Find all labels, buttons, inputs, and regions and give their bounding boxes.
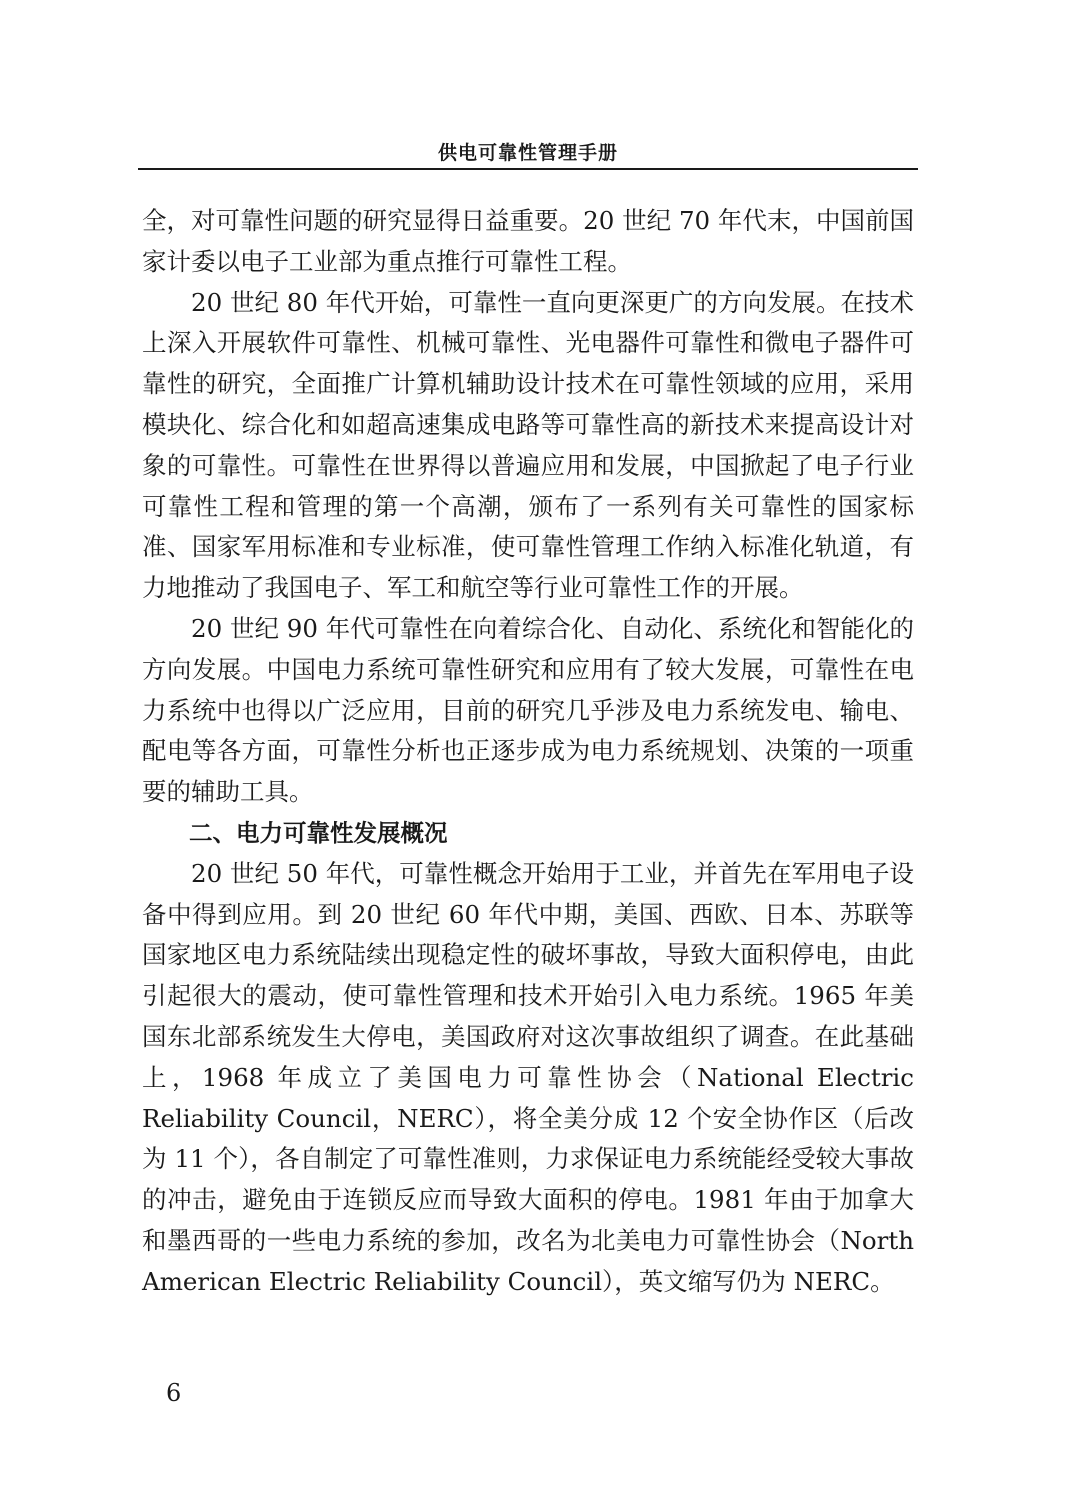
body-text (142, 201, 914, 1303)
paragraph-1990s: 20 世纪 90 年代可靠性在向着综合化、自动化、系统化和智能化的方向发展。中国电力系统可靠性研究和应用有了较大发展，可靠性在电力系统中也得以广泛应用，目前的研究几乎涉及电力系统发电、输电、配电等各方面，可靠性分析也正逐步成为电力系统规划、决策的一项重要的辅助工具。 (142, 613, 914, 807)
running-header-title: 供电可靠性管理手册 (437, 142, 618, 164)
paragraph-continued: 全，对可靠性问题的研究显得日益重要。20 世纪 70 年代末，中国前国家计委以电子工业部为重点推行可靠性工程。 (142, 206, 914, 276)
paragraph-1980s: 20 世纪 80 年代开始，可靠性一直向更深更广的方向发展。在技术上深入开展软件可靠性、机械可靠性、光电器件可靠性和微电子器件可靠性的研究，全面推广计算机辅助设计技术在可靠性领域的应用，采用模块化、综合化和如超高速集成电路等可靠性高的新技术来提高设计对象的可靠性。可靠性在世界得以普遍应用和发展，中国掀起了电子行业可靠性工程和管理的第一个高潮，颁布了一系列有关可靠性的国家标准、国家军用标准和专业标准，使可靠性管理工作纳入标准化轨道，有力地推动了我国电子、军工和航空等行业可靠性工作的开展。 (142, 287, 914, 603)
section-heading: 二、电力可靠性发展概况 (189, 818, 448, 847)
page-number: 6 (166, 1379, 182, 1407)
paragraph-history: 20 世纪 50 年代，可靠性概念开始用于工业，并首先在军用电子设备中得到应用。到 20 世纪 60 年代中期，美国、西欧、日本、苏联等国家地区电力系统陆续出现稳定性的破坏事故，导致大面积停电，由此引起很大的震动，使可靠性管理和技术开始引入电力系统。1965 年美国东北部系统发生大停电，美国政府对这次事故组织了调查。在此基础上，1968 年成立了美国电力可靠性协会（National Electric Reliability Council，NERC），将全美分成 12 个安全协作区（后改为 11 个），各自制定了可靠性准则，力求保证电力系统能经受较大事故的冲击，避免由于连锁反应而导致大面积的停电。1981 年由于加拿大和墨西哥的一些电力系统的参加，改名为北美电力可靠性协会（North American Electric Reliability Council），英文缩写仍为 NERC。 (142, 858, 914, 1296)
header-rule (138, 168, 918, 170)
